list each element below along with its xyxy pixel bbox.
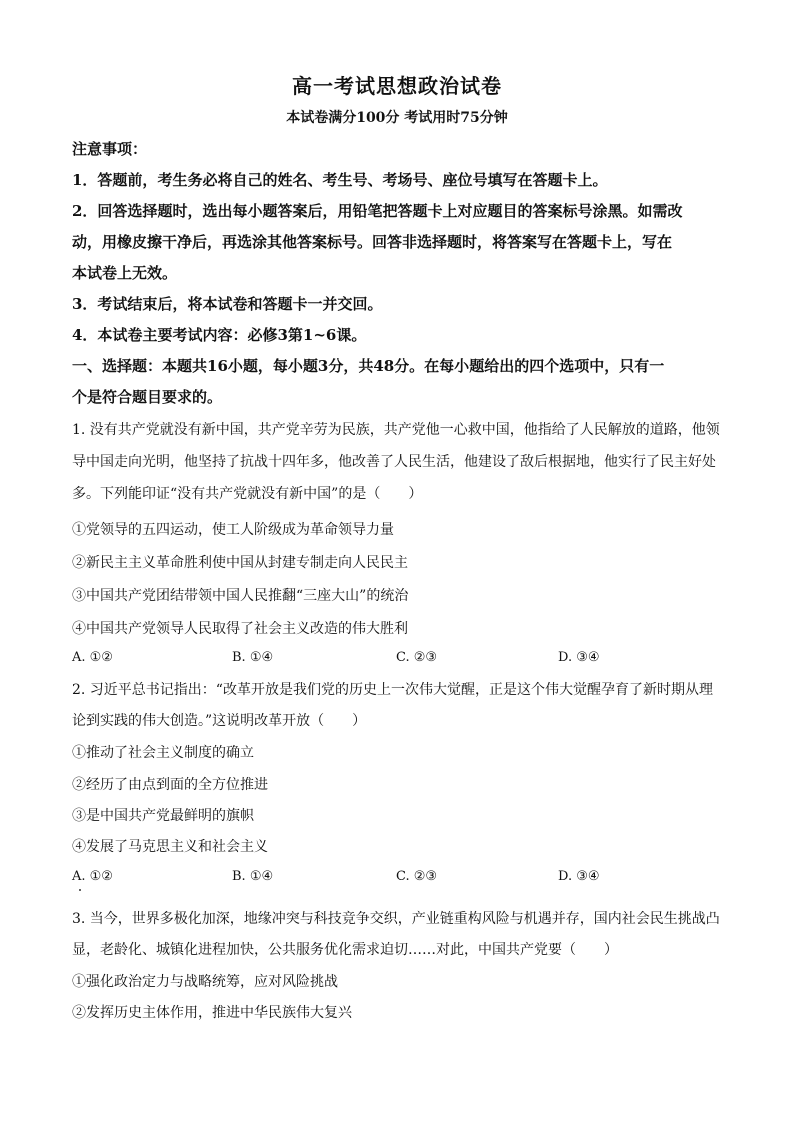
q2-options [72,869,724,889]
notice-item-2-line-3: 本试卷上无效。 [72,264,178,282]
notice-item-1: 1．答题前，考生务必将自己的姓名、考生号、考场号、座位号填写在答题卡上。 [72,171,608,189]
notice-item-2-line-2: 动，用橡皮擦干净后，再选涂其他答案标号。回答非选择题时，将答案写在答题卡上，写在 [72,233,673,251]
q3-stem-line-1: 3. 当今，世界多极化加深，地缘冲突与科技竞争交织，产业链重构风险与机遇并存，国内社会民生挑战凸 [72,911,720,927]
section-heading-line-1: 一、选择题：本题共16小题，每小题3分，共48分。在每小题给出的四个选项中，只有一 [72,357,665,375]
q2-option-b[interactable]: B. ①④ [232,869,274,884]
q1-statement-2: ②新民主主义革命胜利使中国从封建专制走向人民民主 [72,555,408,571]
q1-option-d[interactable]: D. ③④ [558,650,600,665]
q2-stem-line-2: 论到实践的伟大创造。”这说明改革开放（ ） [72,713,367,729]
q3-stem-line-2: 显，老龄化、城镇化进程加快，公共服务优化需求迫切……对此，中国共产党要（ ） [72,942,618,958]
notice-item-2-line-1: 2．回答选择题时，选出每小题答案后，用铅笔把答题卡上对应题目的答案标号涂黑。如需改 [72,202,683,220]
q1-option-c[interactable]: C. ②③ [396,650,438,665]
notice-heading: 注意事项： [72,140,148,158]
q1-option-a[interactable]: A. ①② [72,650,113,665]
q2-option-a[interactable]: A. ①② [72,869,113,884]
notice-item-4: 4．本试卷主要考试内容：必修3第1~6课。 [72,326,367,344]
q3-statement-1: ①强化政治定力与战略统筹，应对风险挑战 [72,974,338,990]
q1-statement-3: ③中国共产党团结带领中国人民推翻“三座大山”的统治 [72,588,409,604]
scan-dot-mark [79,889,81,891]
q1-stem-line-1: 1. 没有共产党就没有新中国，共产党辛劳为民族，共产党他一心救中国，他指给了人民解放的道路，他领 [72,422,720,438]
q1-statement-1: ①党领导的五四运动，使工人阶级成为革命领导力量 [72,522,394,538]
q2-statement-2: ②经历了由点到面的全方位推进 [72,777,268,793]
q1-statement-4: ④中国共产党领导人民取得了社会主义改造的伟大胜利 [72,621,408,637]
q2-stem-line-1: 2. 习近平总书记指出：“改革开放是我们党的历史上一次伟大觉醒，正是这个伟大觉醒孕育了新时期从理 [72,682,713,698]
q2-statement-1: ①推动了社会主义制度的确立 [72,745,254,761]
exam-subtitle: 本试卷满分100分 考试用时75分钟 [286,110,508,126]
section-heading-line-2: 个是符合题目要求的。 [72,388,223,406]
q3-statement-2: ②发挥历史主体作用，推进中华民族伟大复兴 [72,1005,352,1021]
q2-statement-3: ③是中国共产党最鲜明的旗帜 [72,808,254,824]
q1-option-b[interactable]: B. ①④ [232,650,274,665]
exam-title: 高一考试思想政治试卷 [292,74,502,98]
q2-statement-4: ④发展了马克思主义和社会主义 [72,839,268,855]
q2-option-c[interactable]: C. ②③ [396,869,438,884]
q1-stem-line-2: 导中国走向光明，他坚持了抗战十四年多，他改善了人民生活，他建设了敌后根据地，他实行了民主好处 [72,454,716,470]
notice-item-3: 3．考试结束后，将本试卷和答题卡一并交回。 [72,295,383,313]
q2-option-d[interactable]: D. ③④ [558,869,600,884]
q1-options [72,650,724,670]
q1-stem-line-3: 多。下列能印证“没有共产党就没有新中国”的是（ ） [72,486,423,502]
